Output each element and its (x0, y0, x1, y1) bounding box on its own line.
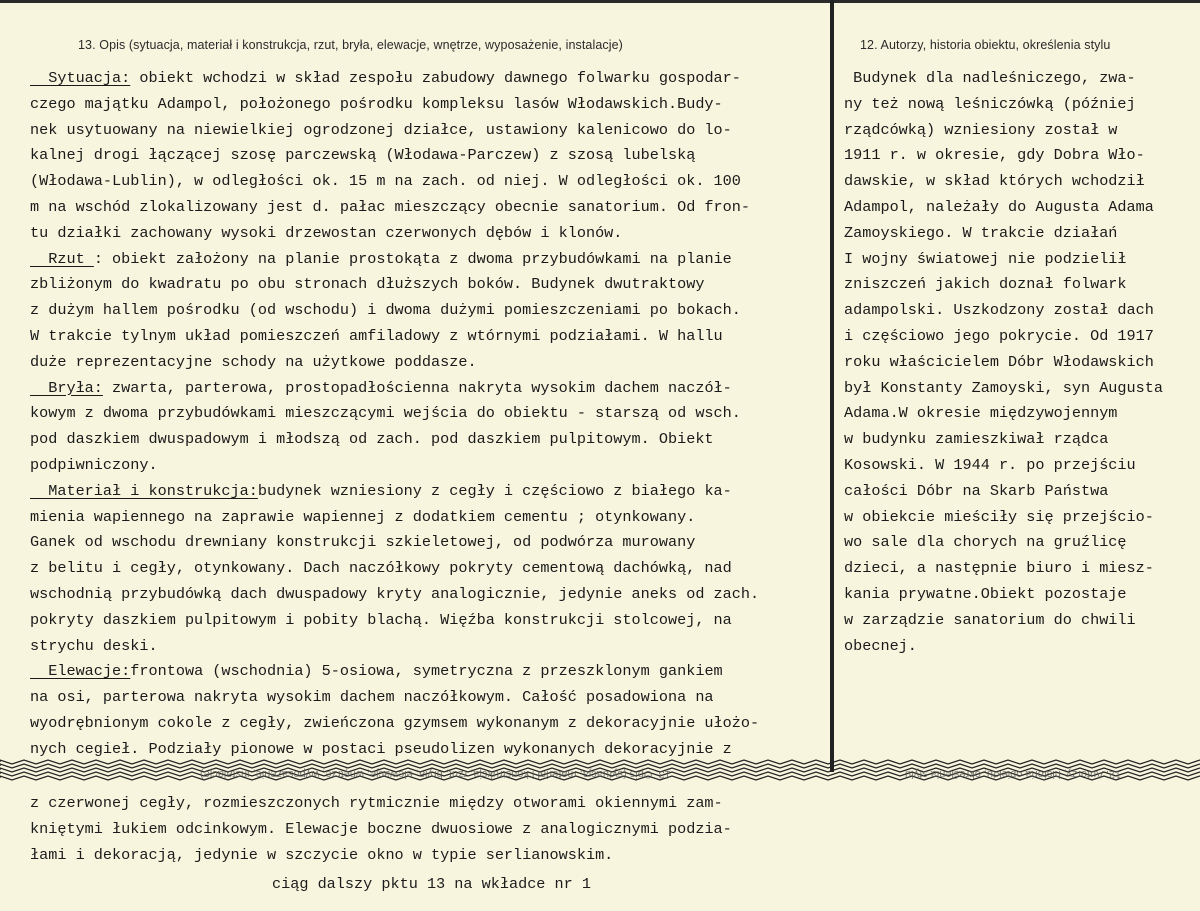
line-text: obiekt wchodzi w skład zespołu zabudowy dawnego folwarku gospodar- (130, 69, 741, 87)
continuation-note: ciąg dalszy pktu 13 na wkładce nr 1 (272, 875, 591, 893)
description-line (30, 427, 759, 453)
history-line: w budynku zamieszkiwał rządca (844, 430, 1109, 449)
line-text: m na wschód zlokalizowany jest d. pałac mieszczący obecnie sanatorium. Od fron- (30, 197, 751, 216)
line-text: (Włodawa-Lublin), w odległości ok. 15 m na zach. od niej. W odległości ok. 100 (30, 172, 741, 191)
history-line: dzieci, a następnie biuro i miesz- (844, 559, 1154, 578)
description-line (30, 272, 759, 298)
line-text: W trakcie tylnym układ pomieszczeń amfiladowy z wtórnymi podziałami. W hallu (30, 326, 723, 345)
history-line: był Konstanty Zamoyski, syn Augusta (844, 378, 1163, 397)
line-text: zwarta, parterowa, prostopadłościenna nakryta wysokim dachem naczół- (102, 378, 732, 397)
history-line: Adama.W okresie międzywojennym (844, 404, 1118, 423)
line-text: wyodrębnionym cokole z cegły, zwieńczona gzymsem wykonanym z dekoracyjnie ułożo- (30, 713, 760, 732)
description-line (30, 143, 759, 169)
history-line: wo sale dla chorych na gruźlicę (844, 533, 1127, 552)
history-line: zniszczeń jakich doznał folwark (844, 275, 1127, 294)
line-text: na osi, parterowa nakryta wysokim dachem naczółkowym. Całość posadowiona na (30, 688, 714, 707)
overflow-line: łami i dekoracją, jedynie w szczycie okno w typie serlianowskim. (30, 845, 614, 864)
line-text: tu działki zachowany wysoki drzewostan czerwonych dębów i klonów. (30, 223, 623, 242)
description-line (30, 324, 759, 350)
history-line: Adampol, należały do Augusta Adama (844, 197, 1154, 216)
mirrored-header-left: 13. Opis (sytuacja, materiał i konstrukcja, rzut, bryła, elewacje, wnętrze, wyposażenie, instalacje) (200, 768, 671, 780)
description-line (30, 453, 759, 479)
history-line: kania prywatne.Obiekt pozostaje (844, 584, 1127, 603)
line-text: wschodnią przybudówką dach dwuspadowy kryty analogicznie, jedynie aneks od zach. (30, 584, 760, 603)
description-line (30, 685, 759, 711)
description-line (30, 376, 759, 402)
history-line: Zamoyskiego. W trakcie działań (844, 223, 1118, 242)
description-line (30, 530, 759, 556)
line-text: mienia wapiennego na zaprawie wapiennej z dodatkiem cementu ; otynkowany. (30, 507, 696, 526)
description-line (30, 92, 759, 118)
section-13-header: 13. Opis (sytuacja, materiał i konstrukcja, rzut, bryła, elewacje, wnętrze, wyposażenie, instalacje) (78, 38, 623, 52)
line-text: nek usytuowany na niewielkiej ogrodzonej działce, ustawiony kalenicowo do lo- (30, 120, 732, 139)
line-text: z dużym hallem pośrodku (od wschodu) i dwoma dużymi pomieszczeniami po bokach. (30, 301, 741, 320)
description-line (30, 169, 759, 195)
description-line (30, 659, 759, 685)
history-line: w obiekcie mieściły się przejścio- (844, 507, 1154, 526)
history-line: w zarządzie sanatorium do chwili (844, 610, 1136, 629)
column-divider (830, 0, 834, 772)
description-line (30, 479, 759, 505)
line-text: duże reprezentacyjne schody na użytkowe poddasze. (30, 352, 477, 371)
line-text: czego majątku Adampol, położonego pośrodku kompleksu lasów Włodawskich.Budy- (30, 94, 723, 113)
line-text: z belitu i cegły, otynkowany. Dach naczółkowy pokryty cementową dachówką, nad (30, 559, 732, 578)
history-line: Kosowski. W 1944 r. po przejściu (844, 455, 1136, 474)
description-line (30, 401, 759, 427)
description-line (30, 66, 759, 92)
line-text: : obiekt założony na planie prostokąta z dwoma przybudówkami na planie (93, 249, 732, 268)
overflow-line: z czerwonej cegły, rozmieszczonych rytmicznie między otworami okiennymi zam- (30, 794, 723, 812)
history-line: rządcówką) wzniesiony został w (844, 120, 1118, 139)
line-text: pod daszkiem dwuspadowym i młodszą od zach. pod daszkiem pulpitowym. Obiekt (30, 430, 714, 449)
description-line (30, 711, 759, 737)
description-line (30, 634, 759, 660)
history-line: 1911 r. w okresie, gdy Dobra Wło- (844, 146, 1145, 165)
history-line: ny też nową leśniczówką (później (844, 94, 1136, 113)
line-text: kalnej drogi łączącej szosę parczewską (Włodawa-Parczew) z szosą lubelską (30, 146, 696, 165)
line-text: podpiwniczony. (30, 455, 158, 474)
history-line: i częściowo jego pokrycie. Od 1917 (844, 326, 1154, 345)
line-text: strychu deski. (30, 636, 158, 655)
description-column (30, 66, 759, 763)
history-line: roku właścicielem Dóbr Włodawskich (844, 352, 1154, 371)
overflow-line: kniętymi łukiem odcinkowym. Elewacje boczne dwuosiowe z analogicznymi podzia- (30, 819, 732, 838)
mirrored-header-right: 12. Autorzy, historia obiektu, określenia stylu (905, 768, 1122, 780)
section-label: Elewacje: (30, 662, 131, 681)
history-column (844, 66, 1163, 659)
history-line: dawskie, w skład których wchodził (844, 172, 1145, 191)
line-text: nych cegieł. Podziały pionowe w postaci pseudolizen wykonanych dekoracyjnie z (30, 739, 732, 758)
history-line: całości Dóbr na Skarb Państwa (844, 481, 1109, 500)
line-text: Ganek od wschodu drewniany konstrukcji szkieletowej, od podwórza murowany (30, 533, 696, 552)
line-text: zbliżonym do kwadratu po obu stronach dłuższych boków. Budynek dwutraktowy (30, 275, 705, 294)
description-line (30, 118, 759, 144)
description-line (30, 556, 759, 582)
section-label: Bryła: (30, 378, 103, 397)
description-line (30, 608, 759, 634)
section-label: Rzut (30, 249, 94, 268)
history-line: Budynek dla nadleśniczego, zwa- (844, 69, 1136, 87)
history-line: adampolski. Uszkodzony został dach (844, 301, 1154, 320)
section-label: Materiał i konstrukcja: (30, 481, 258, 500)
section-12-header: 12. Autorzy, historia obiektu, określenia stylu (860, 38, 1111, 52)
top-border (0, 0, 1200, 3)
description-line (30, 247, 759, 273)
history-line: I wojny światowej nie podzielił (844, 249, 1127, 268)
line-text: pokryty daszkiem pulpitowym i pobity blachą. Więźba konstrukcji stolcowej, na (30, 610, 732, 629)
line-text: budynek wzniesiony z cegły i częściowo z białego ka- (257, 481, 732, 500)
history-line: obecnej. (844, 636, 917, 655)
description-line (30, 221, 759, 247)
description-line (30, 582, 759, 608)
description-line (30, 298, 759, 324)
description-line (30, 505, 759, 531)
overflow-text (30, 790, 732, 867)
line-text: kowym z dwoma przybudówkami mieszczącymi wejścia do obiektu - starszą od wsch. (30, 404, 741, 423)
description-line (30, 350, 759, 376)
line-text: frontowa (wschodnia) 5-osiowa, symetryczna z przeszklonym gankiem (130, 662, 723, 681)
description-line (30, 195, 759, 221)
section-label: Sytuacja: (30, 69, 131, 87)
